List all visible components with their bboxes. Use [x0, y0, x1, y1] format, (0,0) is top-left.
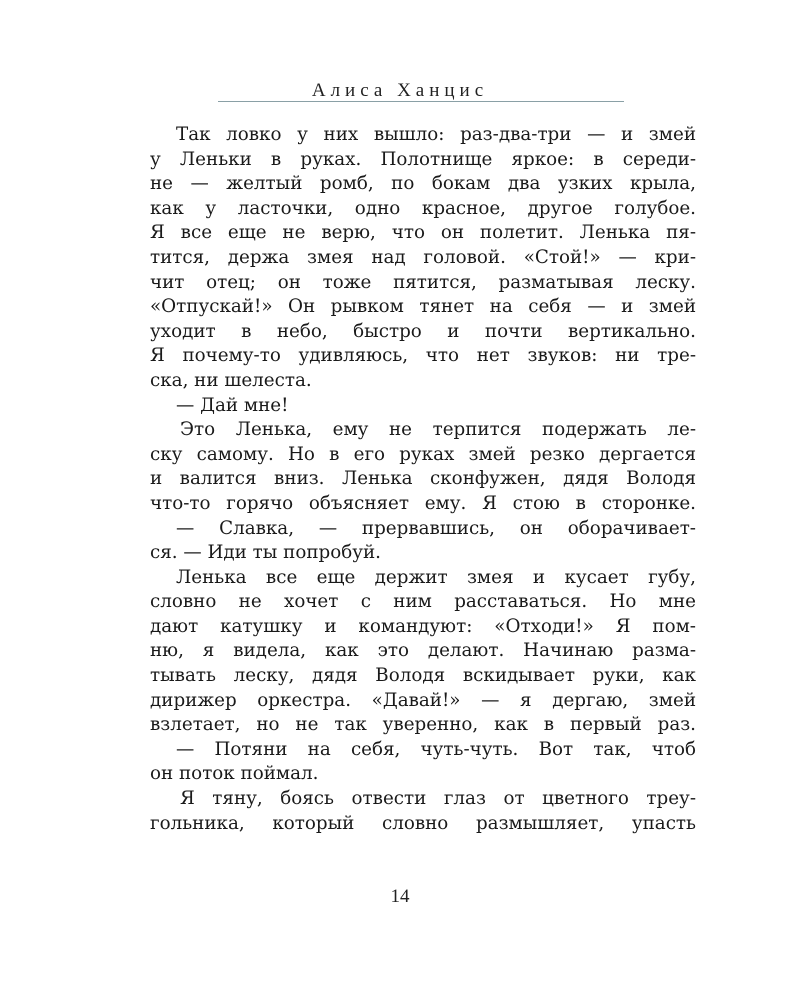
text-line: как у ласточки, одно красное, другое голубое.: [150, 197, 696, 219]
text-line: гольника, который словно размышляет, упасть: [150, 812, 696, 834]
text-line: тится, держа змея над головой. «Стой!» — кри-: [150, 246, 696, 268]
text-line: ска, ни шелеста.: [150, 369, 312, 391]
text-line: не — желтый ромб, по бокам два узких крыла,: [150, 173, 696, 195]
text-line: дают катушку и командуют: «Отходи!» Я пом-: [150, 615, 696, 637]
page-number: 14: [390, 886, 410, 907]
text-line: Я все еще не верю, что он полетит. Ленька пя-: [150, 222, 696, 244]
header-rule: [218, 101, 624, 102]
text-line: Это Ленька, ему не терпится подержать ле-: [180, 419, 696, 441]
text-line: ню, я видела, как это делают. Начинаю разма-: [150, 640, 696, 662]
text-line: у Леньки в руках. Полотнище яркое: в середи-: [150, 148, 696, 170]
running-header: Алиса Ханцис: [311, 80, 489, 101]
text-line: дирижер оркестра. «Давай!» — я дергаю, змей: [150, 689, 696, 711]
text-line: и валится вниз. Ленька сконфужен, дядя Володя: [150, 468, 696, 490]
text-line: словно не хочет с ним расставаться. Но мне: [150, 591, 696, 613]
text-line: уходит в небо, быстро и почти вертикально.: [150, 320, 696, 342]
text-line: он поток поймал.: [150, 763, 319, 785]
text-line: — Славка, — прервавшись, он оборачивает-: [176, 517, 696, 539]
text-line: ску самому. Но в его руках змей резко дергается: [150, 443, 696, 465]
text-line: — Потяни на себя, чуть-чуть. Вот так, чтоб: [176, 738, 696, 760]
text-line: чит отец; он тоже пятится, разматывая леску.: [150, 271, 696, 293]
text-line: «Отпускай!» Он рывком тянет на себя — и змей: [150, 296, 696, 318]
text-line: Так ловко у них вышло: раз-два-три — и змей: [176, 124, 696, 145]
text-line: тывать леску, дядя Володя вскидывает руки, как: [150, 665, 696, 687]
text-line: что-то горячо объясняет ему. Я стою в сторонке.: [150, 492, 696, 514]
text-line: Я почему-то удивляюсь, что нет звуков: ни тре-: [150, 345, 696, 367]
text-line: взлетает, но не так уверенно, как в первый раз.: [150, 714, 696, 736]
text-line: ся. — Иди ты попробуй.: [150, 542, 381, 564]
text-line: Ленька все еще держит змея и кусает губу,: [176, 566, 696, 588]
text-line: Я тяну, боясь отвести глаз от цветного треу-: [180, 788, 696, 810]
body-text: [150, 123, 696, 836]
text-line: — Дай мне!: [176, 394, 289, 416]
